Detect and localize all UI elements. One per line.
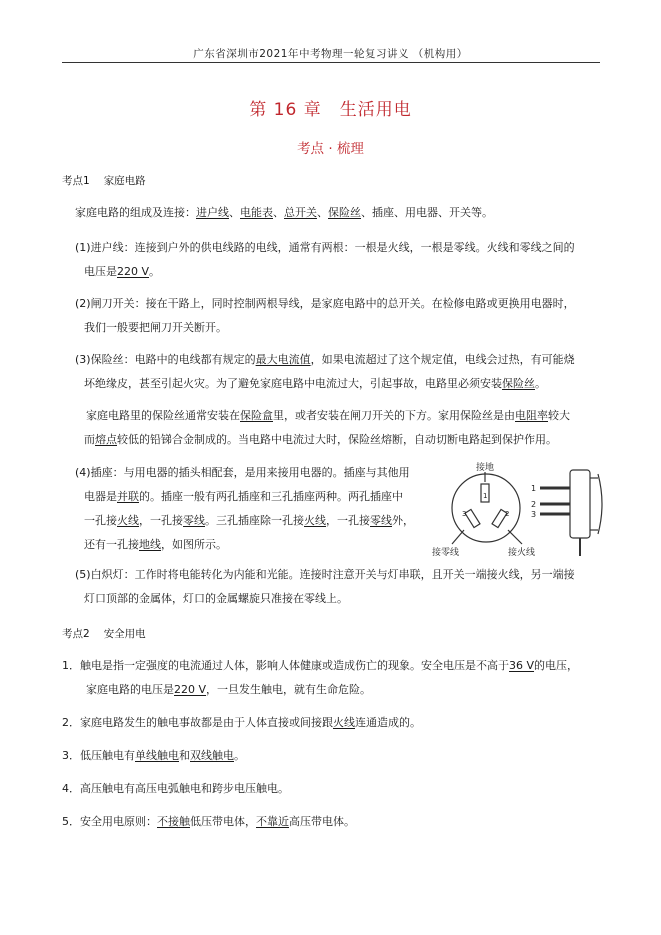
kp2-item2: 2．家庭电路发生的触电事故都是由于人体直接或间接跟火线连通造成的。: [62, 716, 421, 729]
blank-36v: 36 V: [509, 659, 535, 672]
plug-body: [570, 470, 590, 538]
kp1-title: 家庭电路: [103, 175, 146, 187]
blank-fuse-box: 保险盒: [240, 409, 273, 422]
kp1-heading: [62, 173, 146, 188]
live-leader: [508, 530, 522, 544]
plug-cap: [598, 474, 602, 534]
kp1-item1: (1)进户线：连接到户外的供电线路的电线，通常有两根：一根是火线，一根是零线。火线和零线之间的 电压是220 V。: [75, 241, 575, 278]
blank-energy-meter: 电能表: [240, 206, 273, 219]
kp1-label: 考点1: [62, 175, 90, 187]
blank-live-1: 火线: [117, 514, 139, 527]
kp1-item2: (2)闸刀开关：接在干路上，同时控制两根导线，是家庭电路中的总开关。在检修电路或更换用电器时， 我们一般要把闸刀开关断开。: [75, 297, 575, 334]
svg-text:2: 2: [531, 500, 537, 509]
svg-text:2: 2: [505, 510, 510, 518]
blank-neutral-2: 零线: [370, 514, 392, 527]
blank-incoming-line: 进户线: [196, 206, 229, 219]
kp2-label: 考点2: [62, 628, 90, 640]
svg-text:1: 1: [531, 484, 537, 493]
label-live: 接火线: [508, 548, 536, 558]
kp1-fuse-paragraph: 家庭电路里的保险丝通常安装在保险盒里，或者安装在闸刀开关的下方。家用保险丝是由电阻率较大 而熔点较低的铅锑合金制成的。当电路中电流过大时，保险丝熔断，自动切断电路起到保护作用。: [84, 409, 570, 446]
kp2-item5: 5．安全用电原则：不接触低压带电体，不靠近高压带电体。: [62, 815, 355, 828]
blank-no-approach: 不靠近: [256, 815, 289, 828]
kp2-item3: 3．低压触电有单线触电和双线触电。: [62, 749, 245, 762]
kp1-item5: (5)白炽灯：工作时将电能转化为内能和光能。连接时注意开关与灯串联，且开关一端接火线，另一端接 灯口顶部的金属体，灯口的金属螺旋只准接在零线上。: [75, 568, 575, 605]
blank-live-2: 火线: [304, 514, 326, 527]
kp2-item1: 1．触电是指一定强度的电流通过人体，影响人体健康或造成伤亡的现象。安全电压是不高于36 V的电压， 家庭电路的电压是220 V，一旦发生触电，就有生命危险。: [62, 659, 579, 696]
blank-no-touch: 不接触: [157, 815, 190, 828]
blank-220v: 220 V: [117, 265, 150, 278]
svg-text:1: 1: [483, 492, 488, 500]
kp1-item4: (4)插座：与用电器的插头相配套，是用来接用电器的。插座与其他用 电器是并联的。插座一般有两孔插座和三孔插座两种。两孔插座中 一孔接火线，一孔接零线。三孔插座除一孔接火线，一孔接零线外， 还有一孔接地线，如图所示。: [75, 466, 414, 551]
blank-double-wire: 双线触电: [190, 749, 234, 762]
kp1-item3: (3)保险丝：电路中的电线都有规定的最大电流值，如果电流超过了这个规定值，电线会过热，有可能烧 坏绝缘皮，甚至引起火灾。为了避免家庭电路中电流过大，引起事故，电路里必须安装保险丝。: [75, 353, 575, 390]
neutral-slot: [465, 509, 480, 527]
kp2-title: 安全用电: [103, 628, 146, 640]
section-title: 考点 · 梳理: [297, 141, 364, 157]
chapter-title: 第 16 章 生活用电: [249, 100, 412, 120]
kp2-heading: [62, 626, 146, 641]
label-ground: 接地: [476, 463, 495, 473]
header-rule: [62, 62, 600, 63]
blank-fuse: 保险丝: [328, 206, 361, 219]
blank-max-current: 最大电流值: [255, 353, 311, 366]
blank-melting-point: 熔点: [95, 433, 117, 446]
label-neutral: 接零线: [432, 548, 460, 558]
kp2-item4: 4．高压触电有高压电弧触电和跨步电压触电。: [62, 782, 289, 795]
blank-neutral-1: 零线: [183, 514, 205, 527]
svg-text:3: 3: [531, 510, 537, 519]
blank-single-wire: 单线触电: [135, 749, 179, 762]
socket-figure: [428, 460, 610, 560]
svg-text:3: 3: [462, 510, 467, 518]
kp1-intro: 家庭电路的组成及连接：进户线、电能表、总开关、保险丝、插座、用电器、开关等。: [75, 206, 493, 219]
page-header: 广东省深圳市2021年中考物理一轮复习讲义 （机构用）: [193, 48, 468, 60]
blank-resistivity: 电阻率: [515, 409, 548, 422]
blank-live-3: 火线: [333, 716, 355, 729]
blank-ground: 地线: [139, 538, 161, 551]
blank-fuse-2: 保险丝: [502, 377, 535, 390]
neutral-leader: [452, 530, 464, 544]
blank-parallel: 并联: [117, 490, 139, 503]
blank-main-switch: 总开关: [284, 206, 317, 219]
blank-220v-2: 220 V: [174, 683, 207, 696]
